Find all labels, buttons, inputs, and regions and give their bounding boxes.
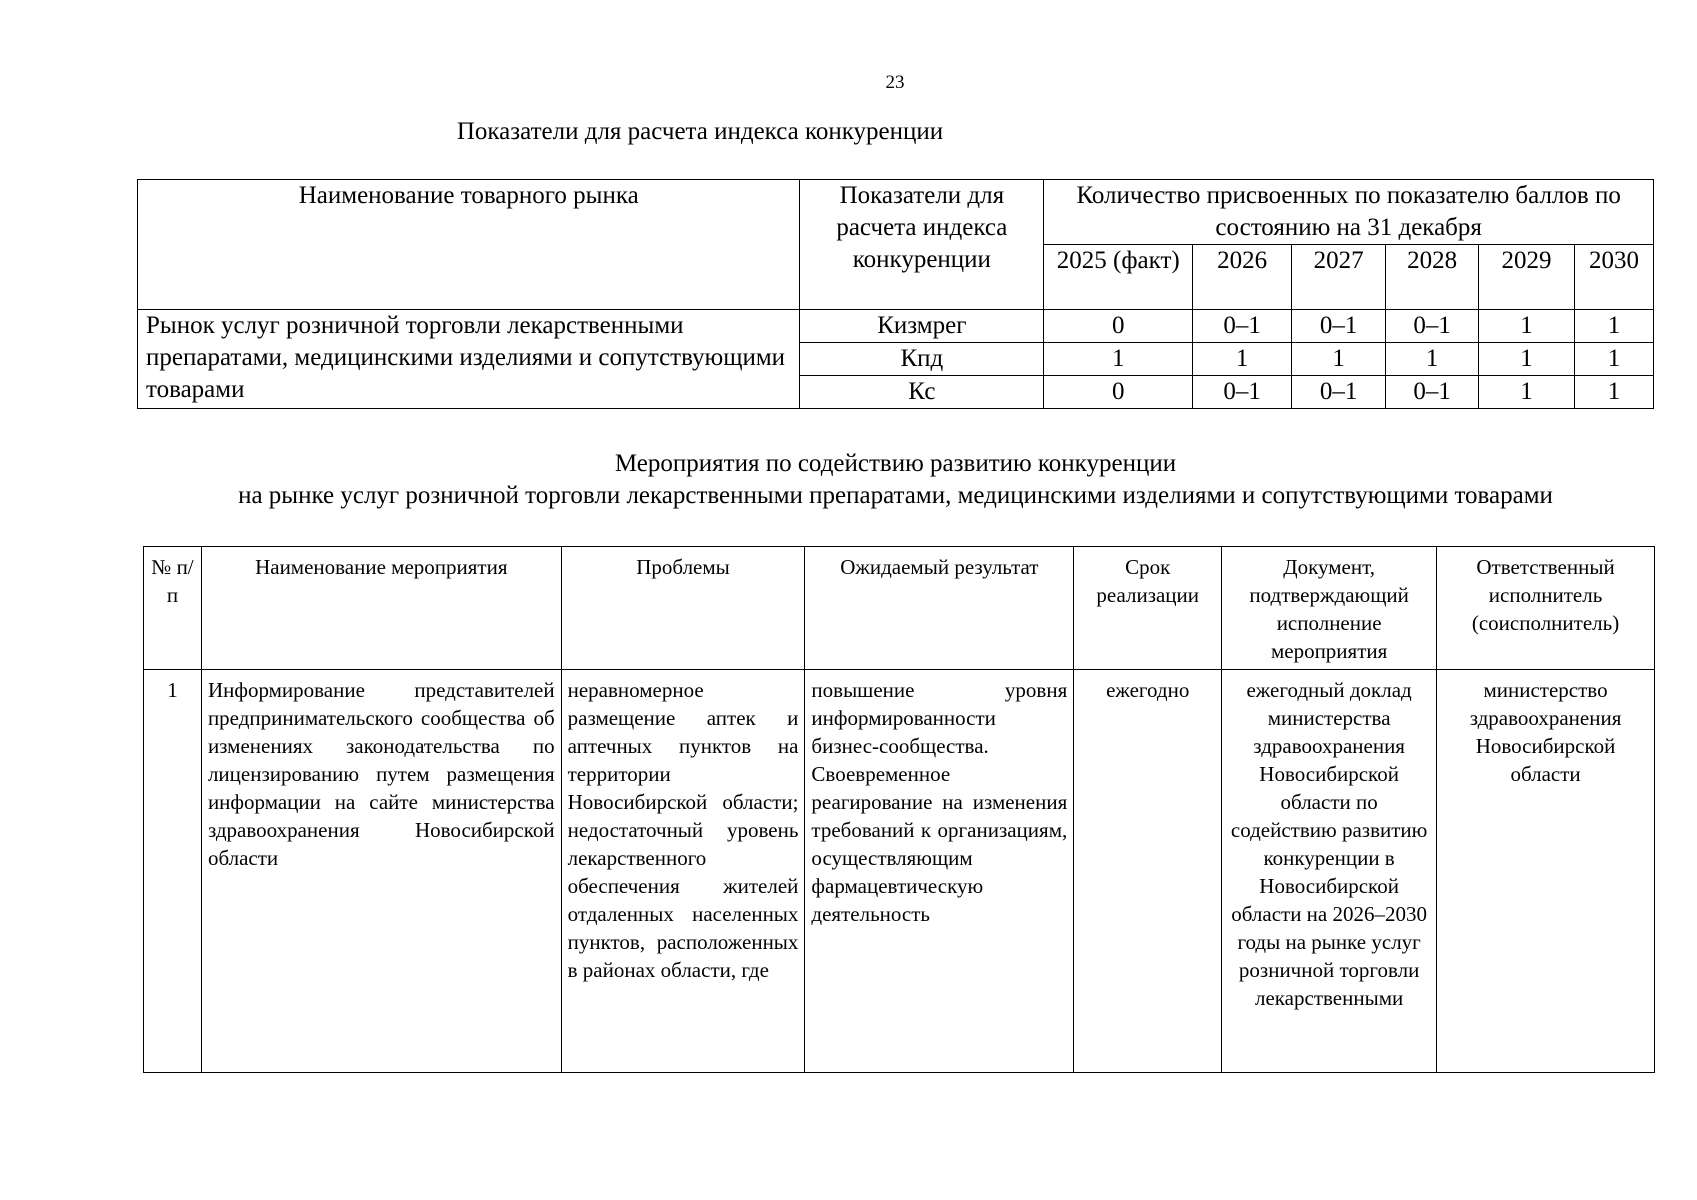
row-document: ежегодный доклад министерства здравоохранения Новосибирской области по содействию развитию конкуренции в Новосибирской области на 2026–2030 годы на рынке услуг розничной торговли лекарственными: [1222, 670, 1437, 1073]
table-cell: 1: [1479, 376, 1575, 409]
table-cell: 1: [1575, 343, 1654, 376]
indicator-name: Кс: [800, 376, 1044, 409]
table-cell: 0–1: [1193, 376, 1292, 409]
row-term: ежегодно: [1074, 670, 1222, 1073]
table-cell: 1: [1193, 343, 1292, 376]
table-cell: 1: [1479, 310, 1575, 343]
table-cell: 0–1: [1292, 310, 1386, 343]
header-year: 2026: [1193, 245, 1292, 310]
header-responsible: Ответственный исполнитель (соисполнитель): [1437, 547, 1655, 670]
table-cell: 1: [1386, 343, 1479, 376]
header-points: Количество присвоенных по показателю баллов по состоянию на 31 декабря: [1044, 180, 1654, 245]
measures-table: [143, 546, 1655, 1073]
header-result: Ожидаемый результат: [805, 547, 1074, 670]
table-cell: 1: [1575, 376, 1654, 409]
row-problems: неравномерное размещение аптек и аптечных пунктов на территории Новосибирской области; недостаточный уровень лекарственного обеспечения жителей отдаленных населенных пунктов, расположенных в районах области, где: [561, 670, 805, 1073]
header-name: Наименование мероприятия: [201, 547, 561, 670]
measures-title: [137, 448, 1654, 512]
indicators-table: [137, 179, 1654, 409]
table-cell: 0–1: [1292, 376, 1386, 409]
table-cell: 0–1: [1386, 376, 1479, 409]
measures-title-line2: на рынке услуг розничной торговли лекарственными препаратами, медицинскими изделиями и сопутствующими товарами: [238, 482, 1553, 509]
header-year: 2027: [1292, 245, 1386, 310]
header-year: 2025 (факт): [1044, 245, 1193, 310]
table-cell: 0: [1044, 310, 1193, 343]
table-cell: 1: [1044, 343, 1193, 376]
table-row: [144, 670, 1655, 1073]
header-document: Документ, подтверждающий исполнение мероприятия: [1222, 547, 1437, 670]
table-cell: 1: [1292, 343, 1386, 376]
row-result: повышение уровня информированности бизнес-сообщества. Своевременное реагирование на изменения требований к организациям, осуществляющим фармацевтическую деятельность: [805, 670, 1074, 1073]
row-responsible: министерство здравоохранения Новосибирской области: [1437, 670, 1655, 1073]
table-cell: 1: [1479, 343, 1575, 376]
indicator-name: Кизмрег: [800, 310, 1044, 343]
table-cell: 0–1: [1386, 310, 1479, 343]
table-cell: 0: [1044, 376, 1193, 409]
table-cell: 0–1: [1193, 310, 1292, 343]
header-indicator: Показатели для расчета индекса конкуренции: [800, 180, 1044, 310]
header-term: Срок реализации: [1074, 547, 1222, 670]
page-number: 23: [885, 72, 905, 93]
header-market: Наименование товарного рынка: [138, 180, 800, 310]
indicator-name: Кпд: [800, 343, 1044, 376]
header-year: 2030: [1575, 245, 1654, 310]
header-problems: Проблемы: [561, 547, 805, 670]
row-name: Информирование представителей предпринимательского сообщества об изменениях законодательства по лицензированию путем размещения информации на сайте министерства здравоохранения Новосибирской области: [201, 670, 561, 1073]
indicators-title: Показатели для расчета индекса конкуренции: [456, 118, 944, 145]
market-name: Рынок услуг розничной торговли лекарственными препаратами, медицинскими изделиями и сопутствующими товарами: [138, 310, 800, 409]
row-num: 1: [144, 670, 202, 1073]
measures-title-line1: Мероприятия по содействию развитию конкуренции: [614, 450, 1177, 477]
header-num: № п/п: [144, 547, 202, 670]
table-cell: 1: [1575, 310, 1654, 343]
header-year: 2029: [1479, 245, 1575, 310]
header-year: 2028: [1386, 245, 1479, 310]
